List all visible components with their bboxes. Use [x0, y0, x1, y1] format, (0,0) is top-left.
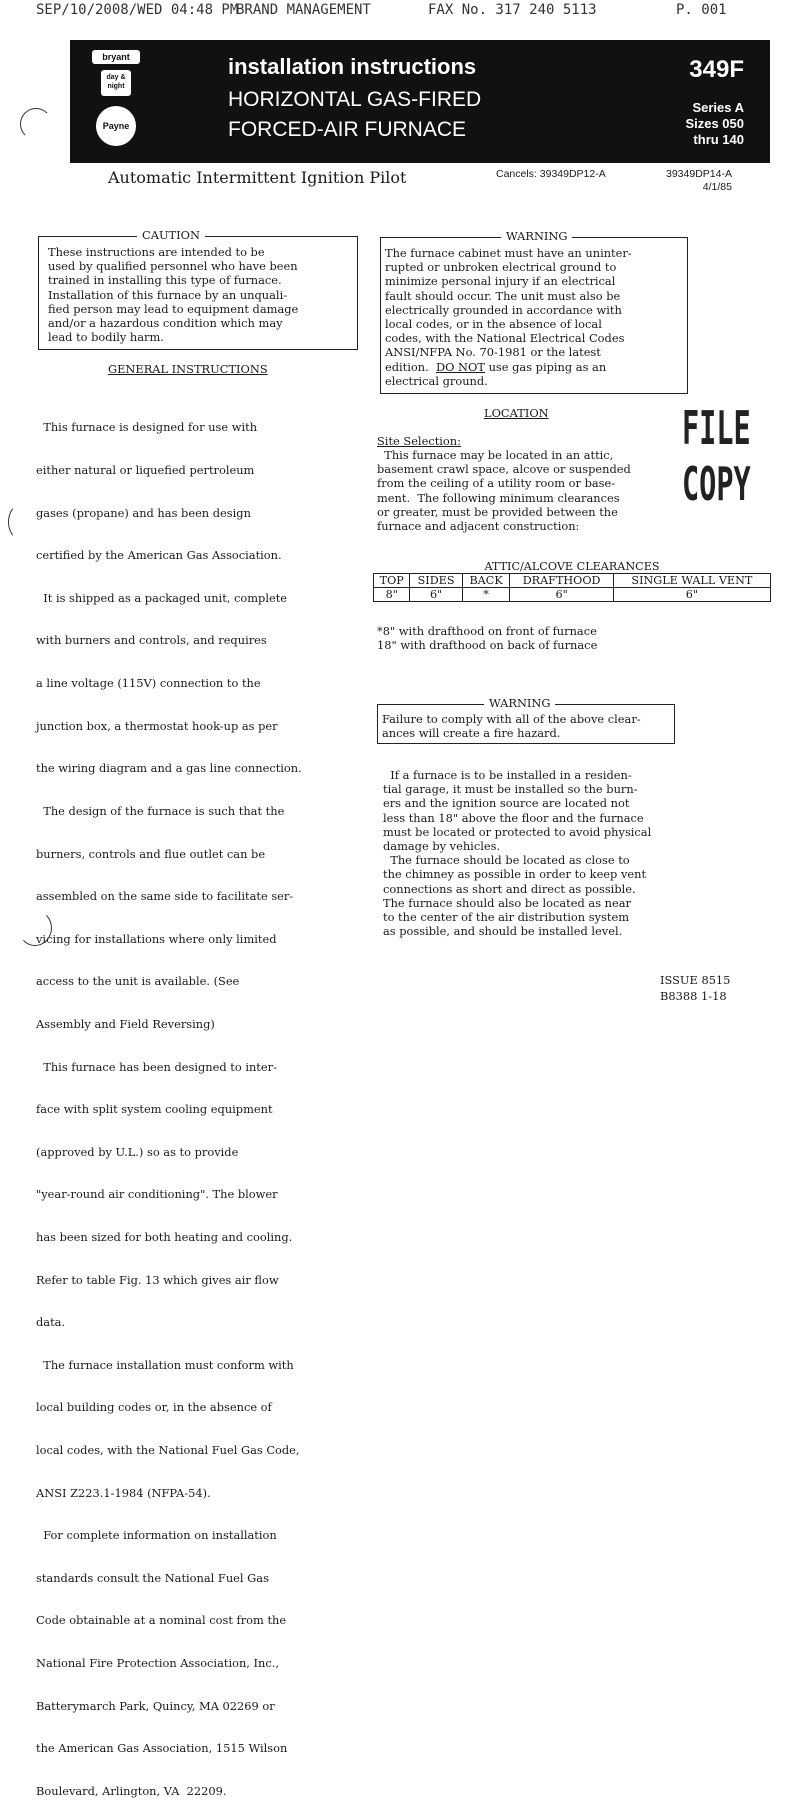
text-line: ANSI/NFPA No. 70-1981 or the latest — [385, 345, 601, 360]
text-line: Refer to table Fig. 13 which gives air flow — [36, 1272, 279, 1287]
table-cell: 8" — [374, 588, 410, 602]
cancels-note: Cancels: 39349DP12-A — [496, 168, 606, 180]
text-line: access to the unit is available. (See — [36, 974, 240, 989]
text-line: The furnace installation must conform with — [36, 1357, 294, 1372]
text-line: *8" with drafthood on front of furnace — [377, 624, 597, 638]
fax-number: FAX No. 317 240 5113 — [428, 2, 597, 18]
text-line: standards consult the National Fuel Gas — [36, 1570, 269, 1585]
text-line: basement crawl space, alcove or suspended — [377, 462, 631, 477]
text-line: trained in installing this type of furnace. — [48, 273, 282, 288]
text-line: less than 18" above the floor and the furnace — [383, 810, 644, 825]
text-line: The furnace should also be located as near — [383, 895, 631, 910]
title-banner — [70, 40, 770, 163]
table-header: SINGLE WALL VENT — [613, 574, 770, 588]
text-line: electrically grounded in accordance with — [385, 302, 622, 317]
text-line: fault should occur. The unit must also be — [385, 288, 621, 303]
stamp-line: COPY — [682, 457, 751, 511]
issue-number — [660, 972, 730, 1004]
text-line: ances will create a fire hazard. — [382, 726, 561, 741]
bryant-logo: bryant — [92, 50, 140, 64]
text-line: damage by vehicles. — [383, 839, 501, 854]
text-line: The furnace should be located as close to — [383, 853, 630, 868]
warning-label: WARNING — [501, 229, 572, 243]
text-line: 18" with drafthood on back of furnace — [377, 638, 598, 653]
text-line: For complete information on installation — [36, 1528, 277, 1543]
caution-label: CAUTION — [137, 228, 205, 242]
text-line: ANSI Z223.1-1984 (NFPA-54). — [36, 1485, 211, 1500]
text-line: Installation of this furnace by an unquali- — [48, 287, 288, 302]
text-line: the chimney as possible in order to keep vent — [383, 867, 647, 882]
text-line: Boulevard, Arlington, VA 22209. — [36, 1783, 227, 1798]
fax-sender: BRAND MANAGEMENT — [236, 2, 371, 18]
issue-line: B8388 1-18 — [660, 989, 727, 1003]
text-line: local codes, or in the absence of local — [385, 317, 602, 332]
text-line: from the ceiling of a utility room or base- — [377, 476, 616, 491]
table-cell: 6" — [613, 588, 770, 602]
fax-header — [36, 2, 776, 20]
series-label: Series A — [692, 100, 744, 115]
sizes-range: thru 140 — [693, 132, 744, 147]
grounding-warning-box — [380, 229, 688, 394]
warning-label: WARNING — [484, 696, 555, 710]
text-line: vicing for installations where only limited — [36, 931, 277, 946]
table-header: BACK — [462, 574, 510, 588]
text-line: Assembly and Field Reversing) — [36, 1016, 215, 1031]
text-line: and/or a hazardous condition which may — [48, 316, 283, 331]
text-line: data. — [36, 1315, 66, 1330]
fire-hazard-warning-text — [382, 712, 641, 740]
clearance-notes — [377, 624, 597, 652]
text-line: electrical ground. — [385, 373, 488, 388]
text-line: This furnace has been designed to inter- — [36, 1059, 277, 1074]
table-header-row — [374, 574, 771, 588]
text-line: The design of the furnace is such that the — [36, 803, 285, 818]
text-line: lead to bodily harm. — [48, 330, 164, 345]
text-line: furnace and adjacent construction: — [377, 519, 580, 534]
document-number — [666, 168, 732, 194]
text-line: codes, with the National Electrical Codes — [385, 331, 625, 346]
text-line: Batterymarch Park, Quincy, MA 02269 or — [36, 1698, 275, 1713]
text-line: "year-round air conditioning". The blower — [36, 1187, 278, 1202]
text-line: or greater, must be provided between the — [377, 504, 618, 519]
text-fragment: use gas piping as an — [484, 359, 607, 374]
text-line: a line voltage (115V) connection to the — [36, 676, 261, 691]
clearance-table — [373, 560, 771, 602]
text-line: burners, controls and flue outlet can be — [36, 846, 266, 861]
table-header: DRAFTHOOD — [510, 574, 613, 588]
text-line: This furnace is designed for use with — [36, 420, 258, 435]
text-fragment: edition. — [385, 359, 436, 374]
document-date: 4/1/85 — [702, 181, 732, 193]
text-line: rupted or unbroken electrical ground to — [385, 260, 617, 275]
garage-installation-text — [383, 768, 651, 938]
text-line: certified by the American Gas Association. — [36, 548, 282, 563]
site-selection-text — [377, 448, 631, 533]
text-line: the American Gas Association, 1515 Wilson — [36, 1741, 288, 1756]
text-line: gases (propane) and has been design — [36, 505, 251, 520]
text-line: (approved by U.L.) so as to provide — [36, 1144, 239, 1159]
text-line: minimize personal injury if an electrical — [385, 274, 616, 289]
text-line: local building codes or, in the absence of — [36, 1400, 272, 1415]
fax-date: SEP/10/2008/WED 04:48 PM — [36, 2, 239, 18]
table-caption-row — [374, 560, 771, 574]
general-instructions-text — [36, 392, 302, 1812]
text-line: These instructions are intended to be — [48, 245, 265, 259]
do-not-emphasis: DO NOT — [435, 359, 485, 374]
site-selection-label: Site Selection: — [377, 434, 461, 448]
punch-hole-mark — [18, 910, 52, 946]
text-line: National Fire Protection Association, Inc., — [36, 1656, 279, 1671]
punch-hole-mark — [8, 504, 34, 540]
text-line: used by qualified personnel who have been — [48, 259, 298, 274]
product-title-line1: HORIZONTAL GAS-FIRED — [228, 88, 482, 111]
text-line: If a furnace is to be installed in a residen- — [383, 768, 632, 782]
issue-line: ISSUE 8515 — [660, 973, 731, 987]
text-line — [385, 360, 632, 374]
text-line: It is shipped as a packaged unit, complete — [36, 590, 288, 605]
text-line: tial garage, it must be installed so the burn- — [383, 782, 638, 797]
text-line: to the center of the air distribution system — [383, 910, 629, 925]
general-instructions-heading: GENERAL INSTRUCTIONS — [108, 362, 268, 376]
text-line: Failure to comply with all of the above clear- — [382, 712, 641, 726]
fire-hazard-warning-box — [377, 696, 675, 744]
document-type-title: installation instructions — [228, 54, 477, 79]
document-id: 39349DP14-A — [666, 168, 732, 180]
product-title-line2: FORCED-AIR FURNACE — [228, 118, 467, 141]
table-header: SIDES — [410, 574, 462, 588]
day-night-logo: day & night — [101, 70, 131, 96]
text-line: local codes, with the National Fuel Gas Code, — [36, 1443, 300, 1458]
text-line: face with split system cooling equipment — [36, 1102, 273, 1117]
text-line: either natural or liquefied pertroleum — [36, 463, 255, 478]
location-heading: LOCATION — [484, 406, 549, 420]
caution-box — [38, 228, 358, 350]
text-line: fied person may lead to equipment damage — [48, 301, 299, 316]
model-number: 349F — [689, 56, 744, 83]
text-line: with burners and controls, and requires — [36, 633, 267, 648]
text-line: ment. The following minimum clearances — [377, 490, 620, 505]
series-sizes — [685, 100, 744, 148]
grounding-warning-text — [385, 246, 632, 388]
table-row — [374, 588, 771, 602]
table-cell: 6" — [410, 588, 462, 602]
table-cell: 6" — [510, 588, 613, 602]
text-line: junction box, a thermostat hook-up as per — [36, 718, 278, 733]
caution-text — [48, 245, 298, 344]
text-line: as possible, and should be installed level. — [383, 924, 623, 939]
payne-logo: Payne — [96, 106, 136, 146]
sizes-label: Sizes 050 — [685, 116, 744, 131]
table-cell: * — [462, 588, 510, 602]
document-subtitle: Automatic Intermittent Ignition Pilot — [108, 168, 407, 187]
table-caption: ATTIC/ALCOVE CLEARANCES — [374, 560, 771, 574]
text-line: This furnace may be located in an attic, — [377, 448, 614, 462]
text-line: ers and the ignition source are located not — [383, 796, 630, 811]
table-header: TOP — [374, 574, 410, 588]
file-copy-stamp — [682, 400, 751, 512]
text-line: The furnace cabinet must have an uninter- — [385, 246, 632, 260]
text-line: Code obtainable at a nominal cost from the — [36, 1613, 287, 1628]
fax-page: P. 001 — [676, 2, 727, 18]
text-line: has been sized for both heating and cooling. — [36, 1229, 293, 1244]
text-line: the wiring diagram and a gas line connection. — [36, 761, 302, 776]
stamp-line: FILE — [682, 401, 751, 455]
text-line: must be located or protected to avoid physical — [383, 824, 652, 839]
punch-hole-mark — [20, 108, 52, 140]
text-line: assembled on the same side to facilitate ser- — [36, 889, 294, 904]
text-line: connections as short and direct as possible. — [383, 881, 636, 896]
